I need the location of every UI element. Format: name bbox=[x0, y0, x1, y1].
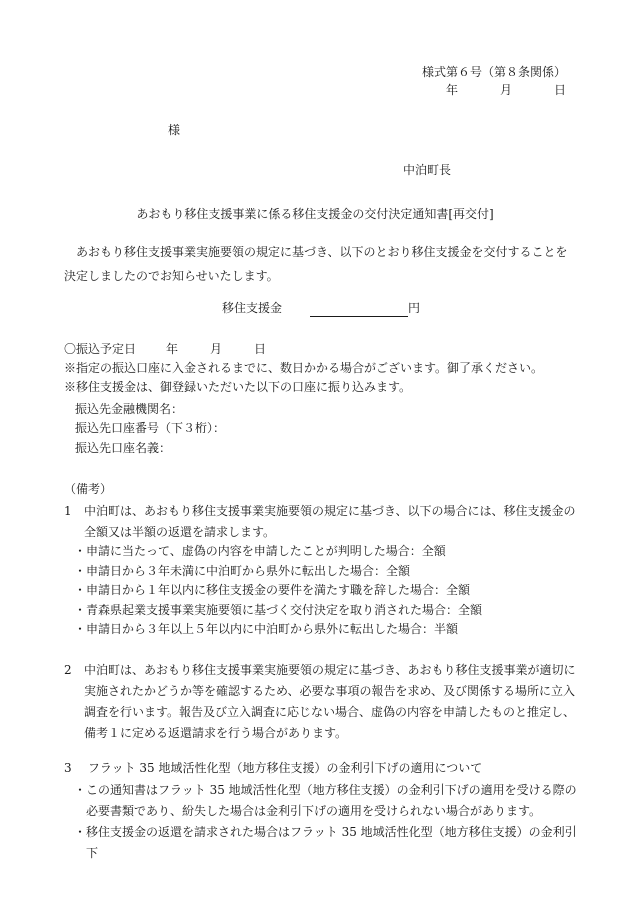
transfer-day-label: 日 bbox=[254, 342, 267, 356]
list-item: ・移住支援金の返還を請求された場合はフラット 35 地域活性化型（地方移住支援）の金利引下 bbox=[74, 825, 577, 860]
remark-text: フラット 35 地域活性化型（地方移住支援）の金利引下げの適用について bbox=[87, 761, 483, 775]
list-item: ・申請日から３年未満に中泊町から県外に転出した場合：全額 bbox=[74, 563, 411, 578]
list-item: ・申請に当たって、虚偽の内容を申請したことが判明した場合：全額 bbox=[74, 544, 446, 558]
list-item: ・青森県起業支援事業実施要領に基づく交付決定を取り消された場合：全額 bbox=[74, 602, 483, 617]
remark-1-bullets bbox=[74, 543, 482, 641]
remark-item-1 bbox=[64, 501, 580, 543]
amount-label: 移住支援金 bbox=[222, 301, 283, 315]
remark-text: 中泊町は、あおもり移住支援事業実施要領の規定に基づき、あおもり移住支援事業が適切に実施されたかどうか等を確認するため、必要な事項の報告を求め、及び関係する場所に立入調査を行います。報告及び立入調査に応じない場合、虚偽の内容を申請したものと推定し、備考１に定める返還請求を行う場合があります。 bbox=[84, 663, 576, 740]
form-number: 様式第６号（第８条関係） bbox=[421, 65, 566, 79]
remark-3-bullets bbox=[74, 780, 578, 864]
date-month-label: 月 bbox=[499, 83, 512, 97]
transfer-year-label: 年 bbox=[166, 342, 179, 356]
amount-blank bbox=[310, 302, 408, 317]
remarks-heading: （備考） bbox=[64, 482, 113, 496]
remark-number: 3 bbox=[64, 761, 72, 775]
date-day-label: 日 bbox=[553, 83, 566, 97]
issue-date bbox=[446, 82, 566, 99]
transfer-month-label: 月 bbox=[210, 342, 223, 356]
remark-text: 中泊町は、あおもり移住支援事業実施要領の規定に基づき、以下の場合には、移住支援金の全額又は半額の返還を請求します。 bbox=[84, 504, 576, 539]
recipient-suffix: 様 bbox=[168, 123, 181, 137]
remark-number: 1 bbox=[64, 504, 72, 518]
amount-row bbox=[222, 300, 420, 317]
document-title: あおもり移住支援事業に係る移住支援金の交付決定通知書[再交付] bbox=[136, 207, 494, 221]
list-item: ・申請日から１年以内に移住支援金の要件を満たす職を辞した場合：全額 bbox=[74, 583, 471, 598]
account-number-label: 振込先口座番号（下３桁）： bbox=[75, 421, 226, 435]
list-item: ・この通知書はフラット 35 地域活性化型（地方移住支援）の金利引下げの適用を受ける際の必要書類であり、紛失した場合は金利引下げの適用を受けられない場合があります。 bbox=[74, 783, 577, 818]
bank-name-label: 振込先金融機関名： bbox=[75, 402, 184, 416]
intro-paragraph: あおもり移住支援事業実施要領の規定に基づき、以下のとおり移住支援金を交付することを決定しましたのでお知らせいたします。 bbox=[64, 245, 568, 283]
transfer-date-label: 〇振込予定日 bbox=[64, 342, 137, 356]
transfer-date-row bbox=[64, 341, 298, 358]
remark-item-3 bbox=[64, 760, 482, 777]
remark-number: 2 bbox=[64, 663, 72, 677]
account-holder-label: 振込先口座名義： bbox=[75, 441, 172, 455]
remark-item-2 bbox=[64, 660, 580, 744]
list-item: ・申請日から３年以上５年以内に中泊町から県外に転出した場合：半額 bbox=[74, 622, 459, 637]
amount-unit: 円 bbox=[408, 301, 421, 315]
date-year-label: 年 bbox=[446, 83, 459, 97]
note-account: ※移住支援金は、御登録いただいた以下の口座に振り込みます。 bbox=[64, 380, 412, 394]
note-processing-time: ※指定の振込口座に入金されるまでに、数日かかる場合がございます。御了承ください。 bbox=[64, 361, 544, 375]
issuer: 中泊町長 bbox=[403, 163, 452, 177]
